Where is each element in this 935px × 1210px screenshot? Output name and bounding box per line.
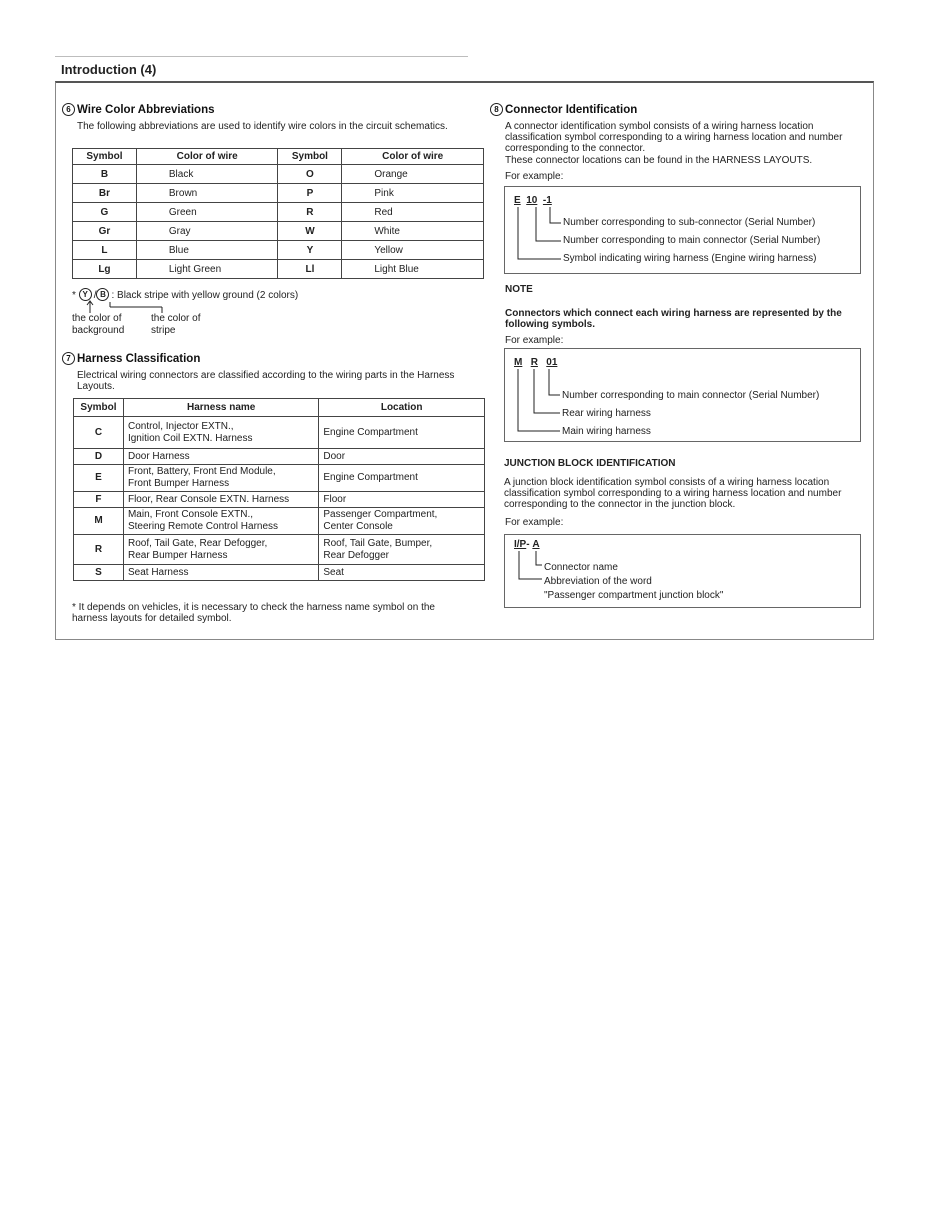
- stripe-label-line1: the color of: [151, 313, 201, 324]
- code-part-connector: A: [532, 539, 540, 550]
- harness-name-cell-line: Rear Bumper Harness: [127, 549, 228, 561]
- wire-color-cell: Blue: [136, 241, 278, 260]
- harness-name-cell: [123, 492, 318, 508]
- section-number-badge: 7: [62, 352, 75, 365]
- wire-symbol-cell: Ll: [278, 260, 342, 279]
- harness-name-cell-line: Ignition Coil EXTN. Harness: [127, 432, 253, 444]
- harness-name-cell: [123, 565, 318, 581]
- harness-location-cell-line: Seat: [323, 566, 344, 578]
- col-header-symbol: Symbol: [278, 149, 342, 165]
- harness-name-cell-line: Roof, Tail Gate, Rear Defogger,: [127, 537, 268, 549]
- wire-symbol-cell: B: [73, 165, 137, 184]
- wire-color-cell: Pink: [342, 184, 484, 203]
- table-row: [73, 165, 484, 184]
- code-part-sub: -1: [542, 195, 552, 206]
- harness-name-cell-line: Steering Remote Control Harness: [127, 521, 279, 532]
- wire-symbol-cell: Lg: [73, 260, 137, 279]
- note-slash: /: [93, 290, 97, 301]
- harness-name-cell-line: Front, Battery, Front End Module,: [127, 466, 276, 477]
- harness-table: [73, 398, 485, 581]
- harness-symbol-cell: E: [74, 465, 124, 492]
- harness-location-cell: [319, 449, 485, 465]
- page-title: Introduction (4): [61, 62, 157, 77]
- wire-color-cell: Yellow: [342, 241, 484, 260]
- example3-label-abbrev: Abbreviation of the word: [544, 576, 652, 587]
- col-header-color: Color of wire: [342, 149, 484, 165]
- table-row: [74, 465, 485, 492]
- harness-name-cell: [123, 417, 318, 449]
- harness-name-cell: [123, 508, 318, 535]
- example3-label-words: "Passenger compartment junction block": [544, 590, 724, 601]
- harness-location-cell-line: Rear Defogger: [323, 549, 389, 561]
- table-row: [73, 184, 484, 203]
- harness-symbol-cell: R: [74, 535, 124, 565]
- wire-symbol-cell: L: [73, 241, 137, 260]
- connector-title-text: Connector Identification: [505, 104, 638, 116]
- note-heading: NOTE: [505, 284, 533, 295]
- connector-section-title: [490, 103, 637, 116]
- harness-symbol-cell: C: [74, 417, 124, 449]
- wire-symbol-cell: Gr: [73, 222, 137, 241]
- code-part-main-harness: M: [514, 357, 523, 368]
- wire-color-cell: Green: [136, 203, 278, 222]
- harness-location-cell-line: Passenger Compartment,: [323, 509, 438, 520]
- harness-location-cell-line: Engine Compartment: [323, 472, 418, 483]
- example2-label-number: Number corresponding to main connector (Serial Number): [562, 390, 820, 401]
- col-header-color: Color of wire: [136, 149, 278, 165]
- col-header-harness-name: Harness name: [123, 399, 318, 417]
- background-label: [72, 313, 124, 337]
- background-label-line1: the color of: [72, 313, 122, 324]
- table-row: [74, 417, 485, 449]
- table-row: [73, 222, 484, 241]
- wire-color-cell: Black: [136, 165, 278, 184]
- wire-color-cell: Brown: [136, 184, 278, 203]
- stripe-label: [151, 313, 200, 337]
- connector-description-2: These connector locations can be found in the HARNESS LAYOUTS.: [505, 155, 813, 166]
- note-star: *: [72, 290, 76, 301]
- harness-symbol-cell: D: [74, 449, 124, 465]
- harness-symbol-cell: M: [74, 508, 124, 535]
- wire-symbol-cell: R: [278, 203, 342, 222]
- table-row: [74, 508, 485, 535]
- harness-name-cell-line: Control, Injector EXTN.,: [127, 420, 234, 432]
- wire-symbol-cell: Br: [73, 184, 137, 203]
- table-row: [73, 241, 484, 260]
- wire-color-cell: Red: [342, 203, 484, 222]
- harness-location-cell: [319, 492, 485, 508]
- table-row: [74, 565, 485, 581]
- header-rule: [55, 56, 468, 57]
- harness-name-cell-line: Door Harness: [127, 450, 190, 462]
- wire-symbol-cell: G: [73, 203, 137, 222]
- junction-heading: JUNCTION BLOCK IDENTIFICATION: [504, 458, 676, 469]
- for-example-label: For example:: [505, 335, 564, 346]
- junction-text: A junction block identification symbol consists of a wiring harness location classification symbol corresponding to a wiring harness location and number corresponding to the connector in the junction block.: [504, 477, 842, 510]
- stripe-label-line2: stripe: [151, 325, 176, 336]
- table-row: [74, 449, 485, 465]
- code-part-ip: I/P: [514, 539, 527, 550]
- table-row: [74, 535, 485, 565]
- table-row: [73, 260, 484, 279]
- harness-location-cell-line: Center Console: [323, 521, 393, 532]
- harness-name-cell-line: Seat Harness: [127, 566, 189, 578]
- harness-location-cell-line: Door: [323, 450, 346, 462]
- harness-symbol-cell: F: [74, 492, 124, 508]
- col-header-symbol: Symbol: [74, 399, 124, 417]
- stripe-note-text: : Black stripe with yellow ground (2 colors): [111, 290, 299, 301]
- table-row: [74, 492, 485, 508]
- wire-color-cell: Light Green: [136, 260, 278, 279]
- example1-label-sub: Number corresponding to sub-connector (Serial Number): [563, 217, 816, 228]
- black-symbol-badge: B: [96, 288, 109, 301]
- col-header-symbol: Symbol: [73, 149, 137, 165]
- harness-location-cell: [319, 508, 485, 535]
- harness-name-cell-line: Floor, Rear Console EXTN. Harness: [127, 493, 290, 505]
- harness-name-cell: [123, 465, 318, 492]
- for-example-label: For example:: [505, 517, 564, 528]
- for-example-label: For example:: [505, 171, 564, 182]
- wire-color-description: The following abbreviations are used to identify wire colors in the circuit schematics.: [77, 121, 448, 132]
- code-part-harness: E: [514, 195, 521, 206]
- code-part-number: 01: [546, 357, 558, 368]
- harness-location-cell-line: Floor: [323, 493, 347, 505]
- harness-name-cell-line: Main, Front Console EXTN.,: [127, 509, 254, 520]
- wire-symbol-cell: W: [278, 222, 342, 241]
- yellow-symbol-badge: Y: [79, 288, 92, 301]
- wire-symbol-cell: P: [278, 184, 342, 203]
- wire-color-table: [72, 148, 484, 279]
- wire-symbol-cell: O: [278, 165, 342, 184]
- stripe-note: [72, 288, 298, 301]
- wire-color-cell: Light Blue: [342, 260, 484, 279]
- table-row: [73, 203, 484, 222]
- connector-description: A connector identification symbol consists of a wiring harness location classification symbol corresponding to a wiring harness location and number corresponding to the connector.: [505, 121, 843, 154]
- wire-symbol-cell: Y: [278, 241, 342, 260]
- code-separator: -: [526, 539, 530, 550]
- wire-color-title-text: Wire Color Abbreviations: [77, 104, 215, 116]
- harness-description: Electrical wiring connectors are classified according to the wiring parts in the Harness Layouts.: [77, 370, 455, 392]
- wire-color-cell: Gray: [136, 222, 278, 241]
- code-part-main: 10: [526, 195, 538, 206]
- harness-name-cell-line: Front Bumper Harness: [127, 478, 230, 489]
- harness-section-title: [62, 352, 200, 365]
- section-number-badge: 6: [62, 103, 75, 116]
- wire-color-cell: Orange: [342, 165, 484, 184]
- note-text: Connectors which connect each wiring harness are represented by the following symbols.: [505, 308, 842, 330]
- wire-color-cell: White: [342, 222, 484, 241]
- harness-location-cell-line: Roof, Tail Gate, Bumper,: [323, 537, 433, 549]
- harness-title-text: Harness Classification: [77, 353, 201, 365]
- harness-location-cell: [319, 417, 485, 449]
- example2-label-rear: Rear wiring harness: [562, 408, 651, 419]
- harness-location-cell: [319, 535, 485, 565]
- example2-label-main: Main wiring harness: [562, 426, 651, 437]
- harness-footnote: * It depends on vehicles, it is necessary to check the harness name symbol on the harness layouts for detailed symbol.: [72, 602, 435, 624]
- harness-symbol-cell: S: [74, 565, 124, 581]
- example1-label-main: Number corresponding to main connector (Serial Number): [563, 235, 821, 246]
- section-number-badge: 8: [490, 103, 503, 116]
- col-header-location: Location: [319, 399, 485, 417]
- example1-label-harness: Symbol indicating wiring harness (Engine wiring harness): [563, 253, 817, 264]
- harness-location-cell-line: Engine Compartment: [323, 426, 418, 438]
- harness-name-cell: [123, 449, 318, 465]
- background-label-line2: background: [72, 325, 125, 336]
- harness-location-cell: [319, 465, 485, 492]
- harness-location-cell: [319, 565, 485, 581]
- wire-color-section-title: [62, 103, 215, 116]
- example3-label-connector: Connector name: [544, 562, 618, 573]
- code-part-rear-harness: R: [530, 357, 538, 368]
- harness-name-cell: [123, 535, 318, 565]
